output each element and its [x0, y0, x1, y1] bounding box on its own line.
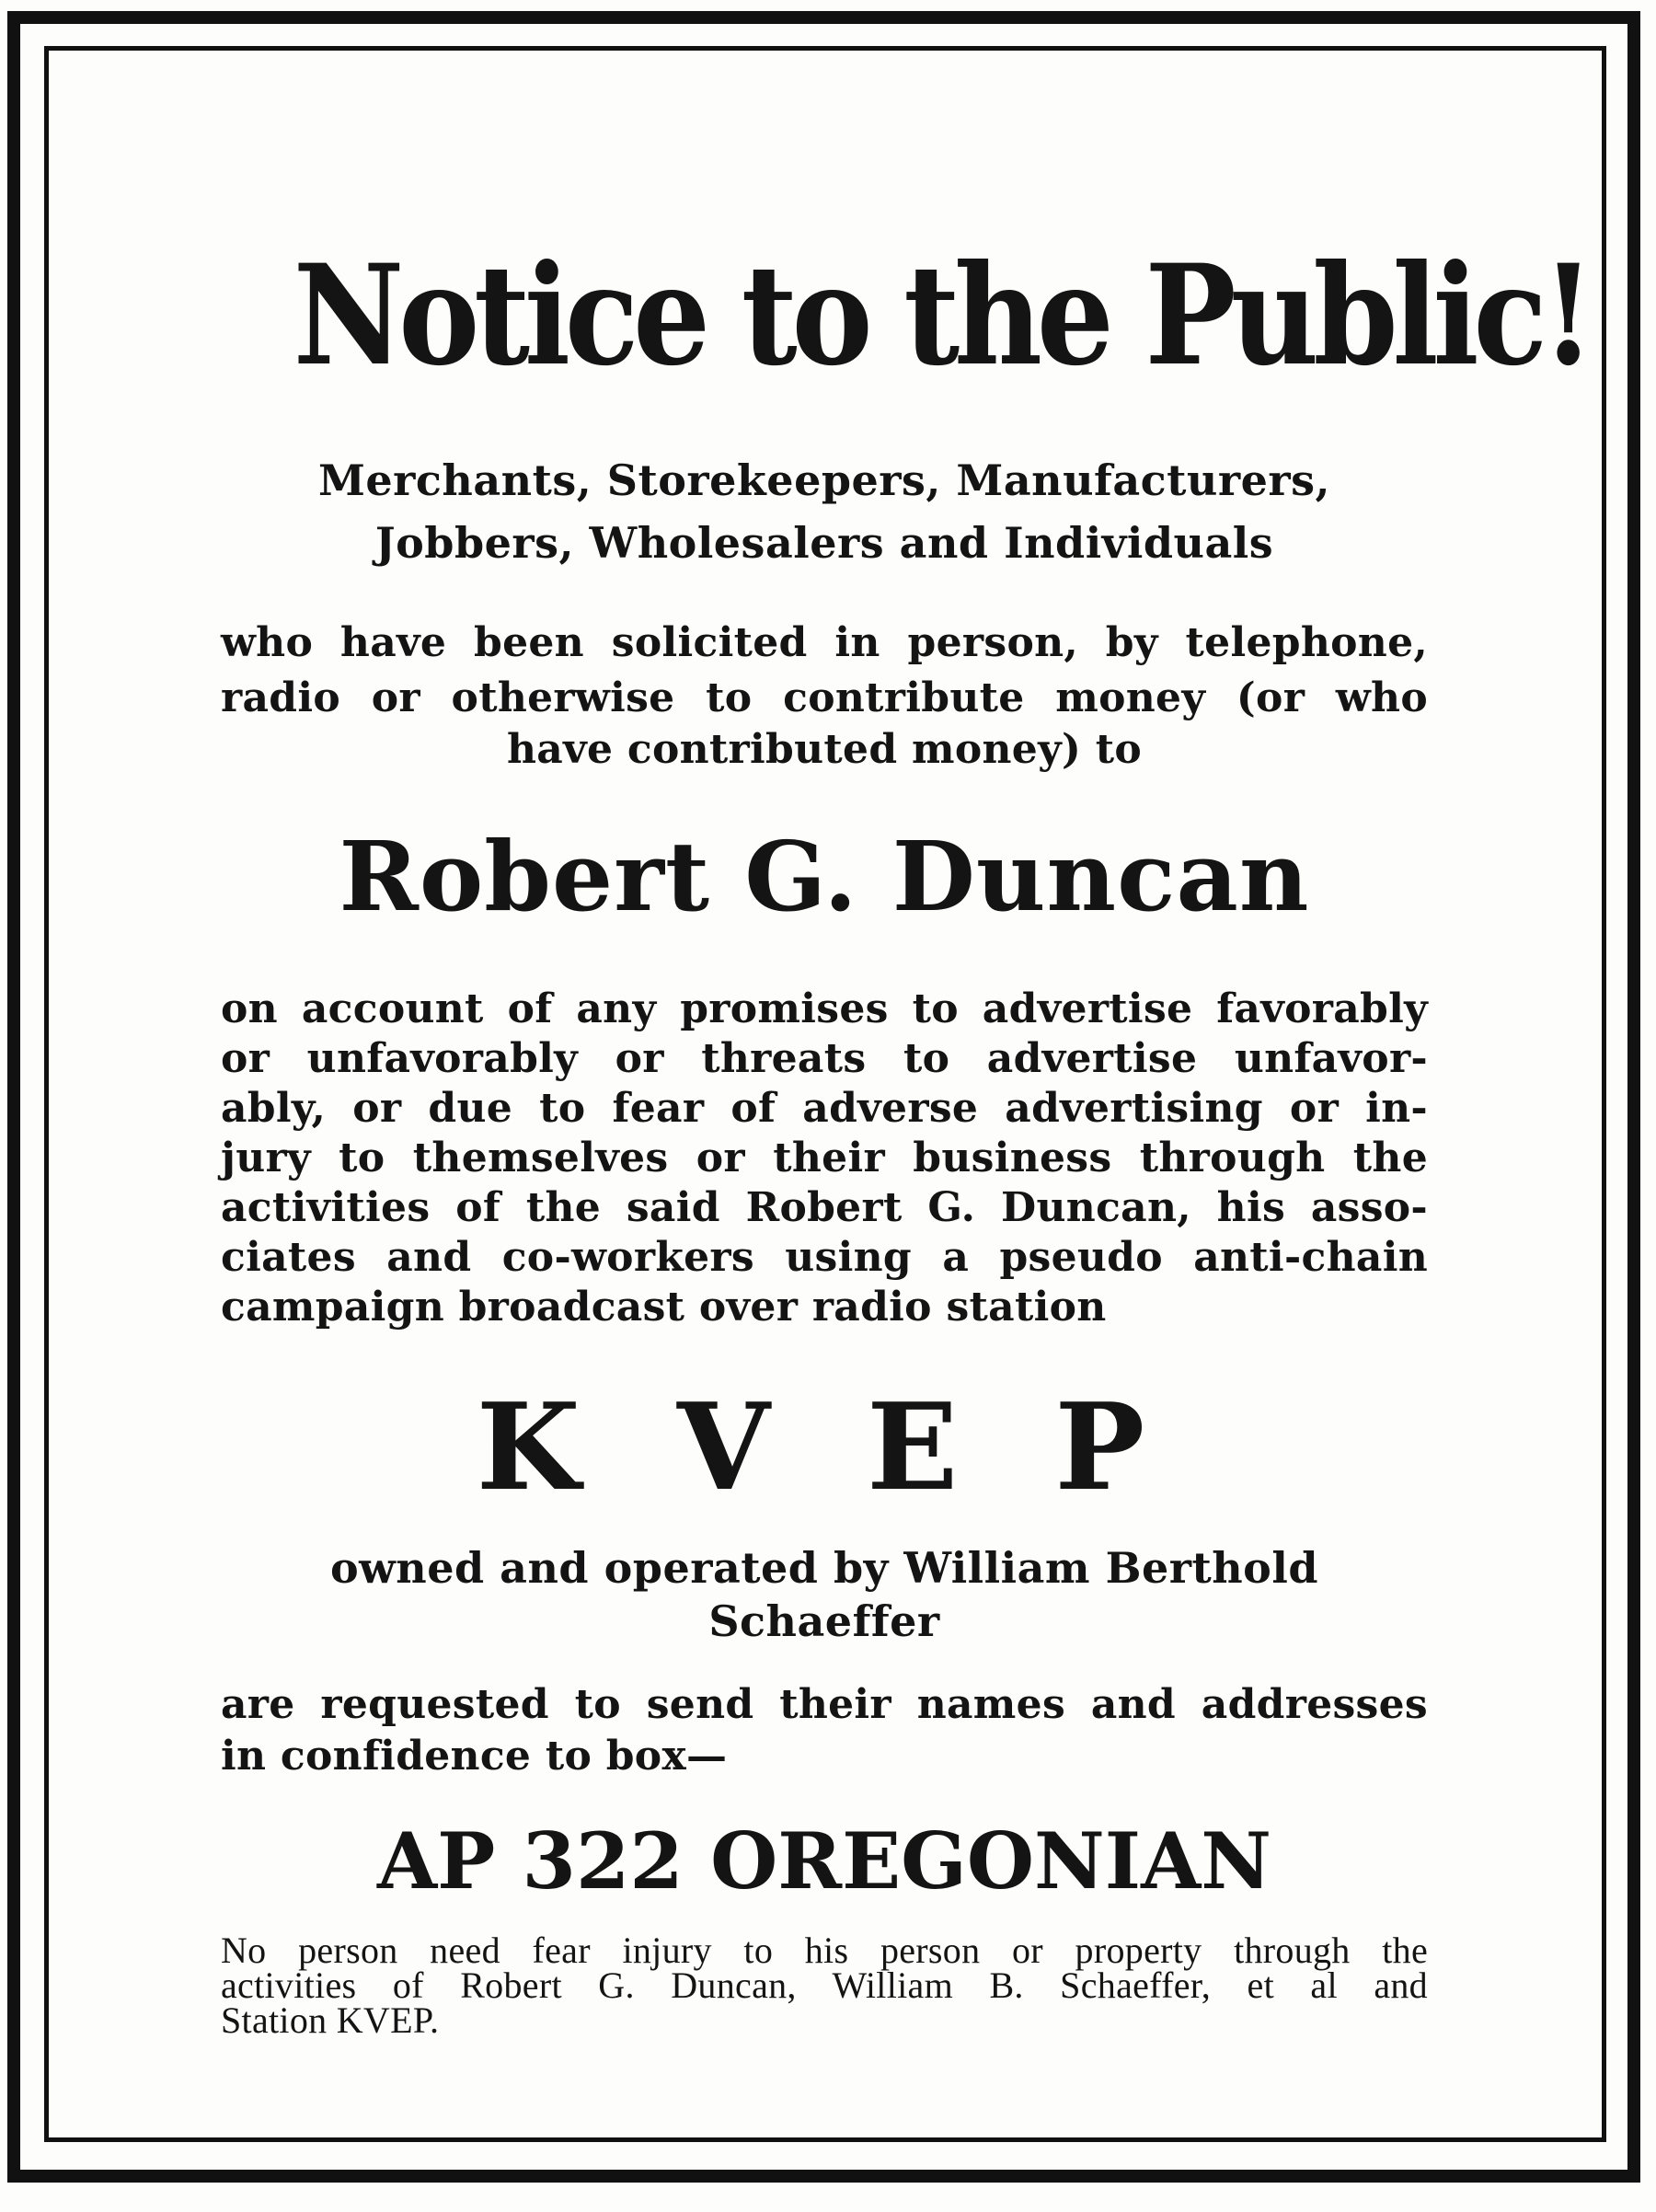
reason-line-2: or unfavorably or threats to advertise unfavor- — [221, 1035, 1428, 1082]
ownership-line-2: Schaeffer — [708, 1596, 940, 1646]
audience-line-2: Jobbers, Wholesalers and Individuals — [374, 518, 1274, 568]
solicitation-line-2: radio or otherwise to contribute money (or who — [221, 674, 1428, 721]
disclaimer-line-3: Station KVEP. — [221, 1999, 440, 2041]
reason-line-7: campaign broadcast over radio station — [221, 1284, 1107, 1331]
solicitation-line-3: have contributed money) to — [507, 726, 1142, 773]
reason-line-3: ably, or due to fear of adverse advertising or in- — [221, 1085, 1428, 1132]
ownership-line-1: owned and operated by William Berthold — [330, 1543, 1318, 1593]
headline: Notice to the Public! — [293, 235, 1590, 397]
reason-line-1: on account of any promises to advertise favorably — [221, 985, 1428, 1032]
disclaimer-line-1: No person need fear injury to his person or property through the — [221, 1930, 1428, 1971]
reason-line-6: ciates and co-workers using a pseudo anti-chain — [221, 1234, 1428, 1281]
request-line-2: in confidence to box— — [221, 1733, 728, 1780]
audience-line-1: Merchants, Storekeepers, Manufacturers, — [317, 455, 1330, 505]
station-call-sign: K V E P — [476, 1377, 1173, 1517]
disclaimer-line-2: activities of Robert G. Duncan, William B. Schaeffer, et al and — [221, 1964, 1428, 2006]
reason-line-5: activities of the said Robert G. Duncan, his asso- — [221, 1184, 1428, 1231]
subject-name: Robert G. Duncan — [339, 820, 1310, 933]
solicitation-line-1: who have been solicited in person, by telephone, — [221, 619, 1428, 666]
request-line-1: are requested to send their names and addresses — [221, 1681, 1428, 1728]
reason-line-4: jury to themselves or their business through the — [221, 1135, 1428, 1181]
reply-box-address: AP 322 OREGONIAN — [376, 1815, 1272, 1907]
